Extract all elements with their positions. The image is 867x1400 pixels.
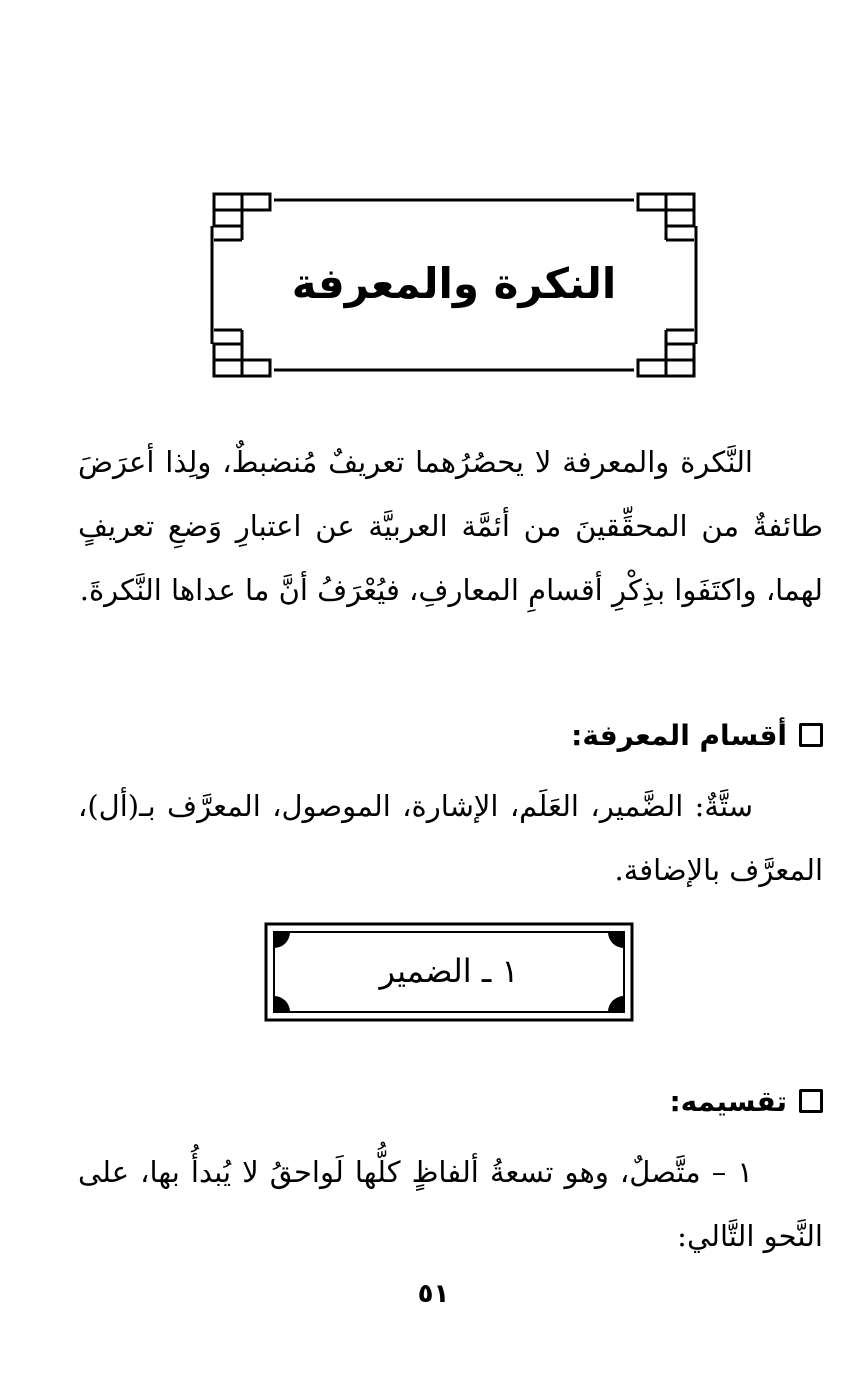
classification-heading-text: تقسيمه:	[669, 1085, 787, 1118]
section-title: ١ ـ الضمير	[379, 952, 519, 990]
divisions-paragraph	[78, 774, 823, 902]
title-frame	[208, 192, 700, 378]
divisions-heading	[571, 716, 823, 756]
intro-text: النَّكرة والمعرفة لا يحصُرُهما تعريفٌ مُنضبطٌ، ولِذا أعرَضَ طائفةٌ من المحقِّقينَ من أئمَّة العربيَّة عن اعتبارِ وَضعِ تعريفٍ لهما، واكتَفَوا بذِكْرِ أقسامِ المعارفِ، فيُعْرَفُ أنَّ ما عداها النَّكرةَ.	[78, 445, 823, 607]
square-bullet-icon	[799, 723, 823, 747]
chapter-title: النكرة والمعرفة	[291, 259, 617, 308]
square-bullet-icon	[799, 1089, 823, 1113]
page-number: ٥١	[417, 1279, 450, 1309]
classification-heading	[669, 1082, 823, 1122]
intro-paragraph	[78, 430, 823, 622]
classification-text: ١ – متَّصلٌ، وهو تسعةُ ألفاظٍ كلُّها لَواحقُ لا يُبدأُ بها، على النَّحو التَّالي:	[78, 1155, 823, 1253]
classification-paragraph	[78, 1140, 823, 1268]
section-title-frame	[264, 922, 634, 1022]
divisions-heading-text: أقسام المعرفة:	[571, 719, 787, 752]
divisions-text: ستَّةٌ: الضَّمير، العَلَم، الإشارة، الموصول، المعرَّف بـ(أل)، المعرَّف بالإضافة.	[78, 789, 823, 887]
